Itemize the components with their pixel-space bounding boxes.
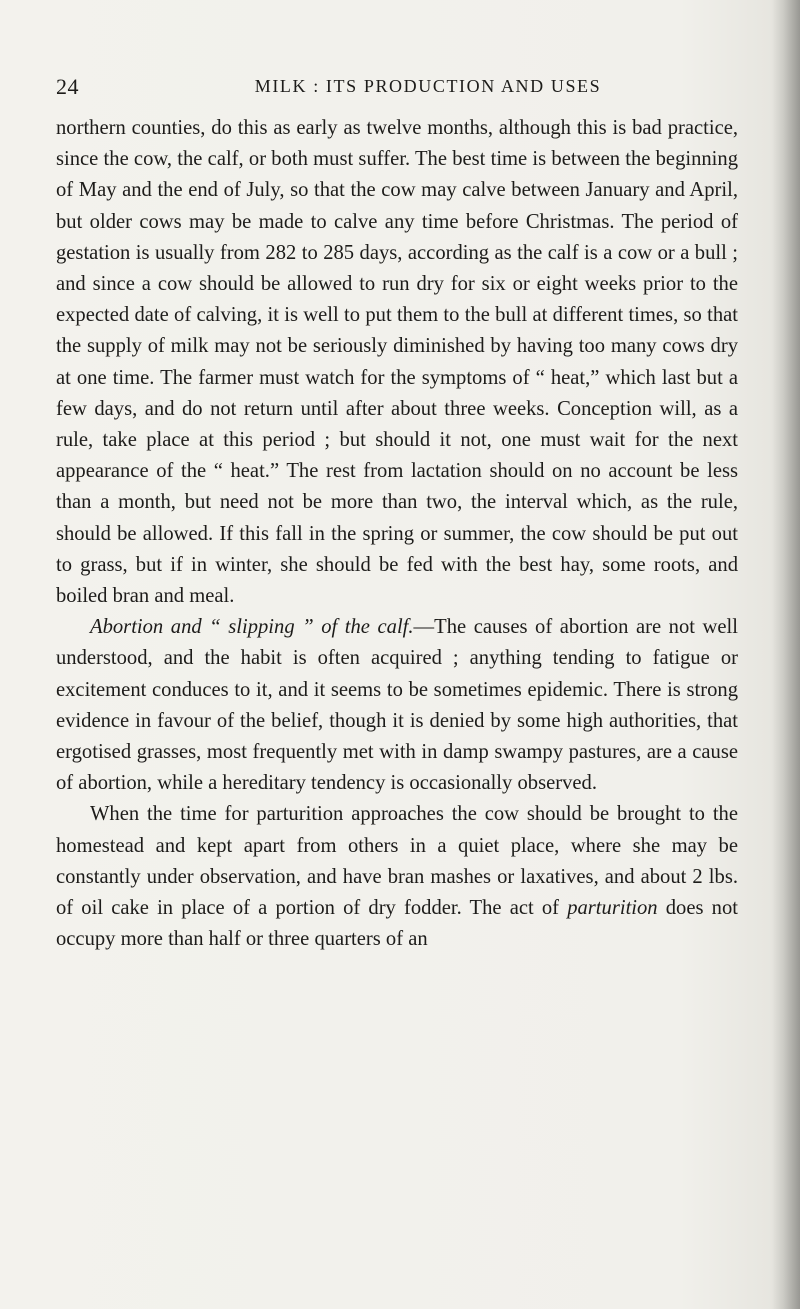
- paragraph-2-body: —The causes of abortion are not well understood, and the habit is often acquired ; anything tending to fatigue or excitement conduces to it, and it seems to be sometimes epidemic. There is strong evidence in favour of the belief, though it is denied by some high authorities, that ergotised grasses, most frequently met with in damp swampy pastures, are a cause of abortion, while a hereditary tendency is occasionally observed.: [56, 616, 738, 795]
- page-edge-shadow: [772, 0, 800, 1309]
- paragraph-1: northern counties, do this as early as twelve months, although this is bad practice, since the cow, the calf, or both must suffer. The best time is between the beginning of May and the end of July, so that the cow may calve between January and April, but older cows may be made to calve any time before Christmas. The period of gestation is usually from 282 to 285 days, according as the calf is a cow or a bull ; and since a cow should be allowed to run dry for six or eight weeks prior to the expected date of calving, it is well to put them to the bull at different times, so that the supply of milk may not be seriously diminished by having too many cows dry at one time. The farmer must watch for the symptoms of “ heat,” which last but a few days, and do not return until after about three weeks. Conception will, as a rule, take place at this period ; but should it not, one must wait for the next appearance of the “ heat.” The rest from lactation should on no account be less than a month, but need not be more than two, the interval which, as the rule, should be allowed. If this fall in the spring or summer, the cow should be put out to grass, but if in winter, she should be fed with the best hay, some roots, and boiled bran and meal.: [56, 117, 738, 608]
- page-number: 24: [56, 74, 79, 99]
- paragraph-2: [56, 612, 738, 799]
- paragraph-3-italic-term: parturition: [567, 897, 658, 920]
- paragraph-3: [56, 799, 738, 955]
- page-header: [56, 74, 740, 102]
- paragraph-3-text-start: When the time for parturition approaches the cow should be brought to the homestead and kept apart from others in a quiet place, where she may be constantly under observation, and have bran mashes or laxatives, and about 2 lbs. of oil cake in place of a portion of dry fodder. The act of: [56, 803, 738, 920]
- running-head: MILK : ITS PRODUCTION AND USES: [254, 76, 602, 96]
- body-text: [56, 113, 738, 955]
- paragraph-3-text-end: does not occupy more than half or three quarters of an: [56, 897, 738, 951]
- paragraph-2-title: Abortion and “ slipping ” of the calf.: [90, 616, 414, 639]
